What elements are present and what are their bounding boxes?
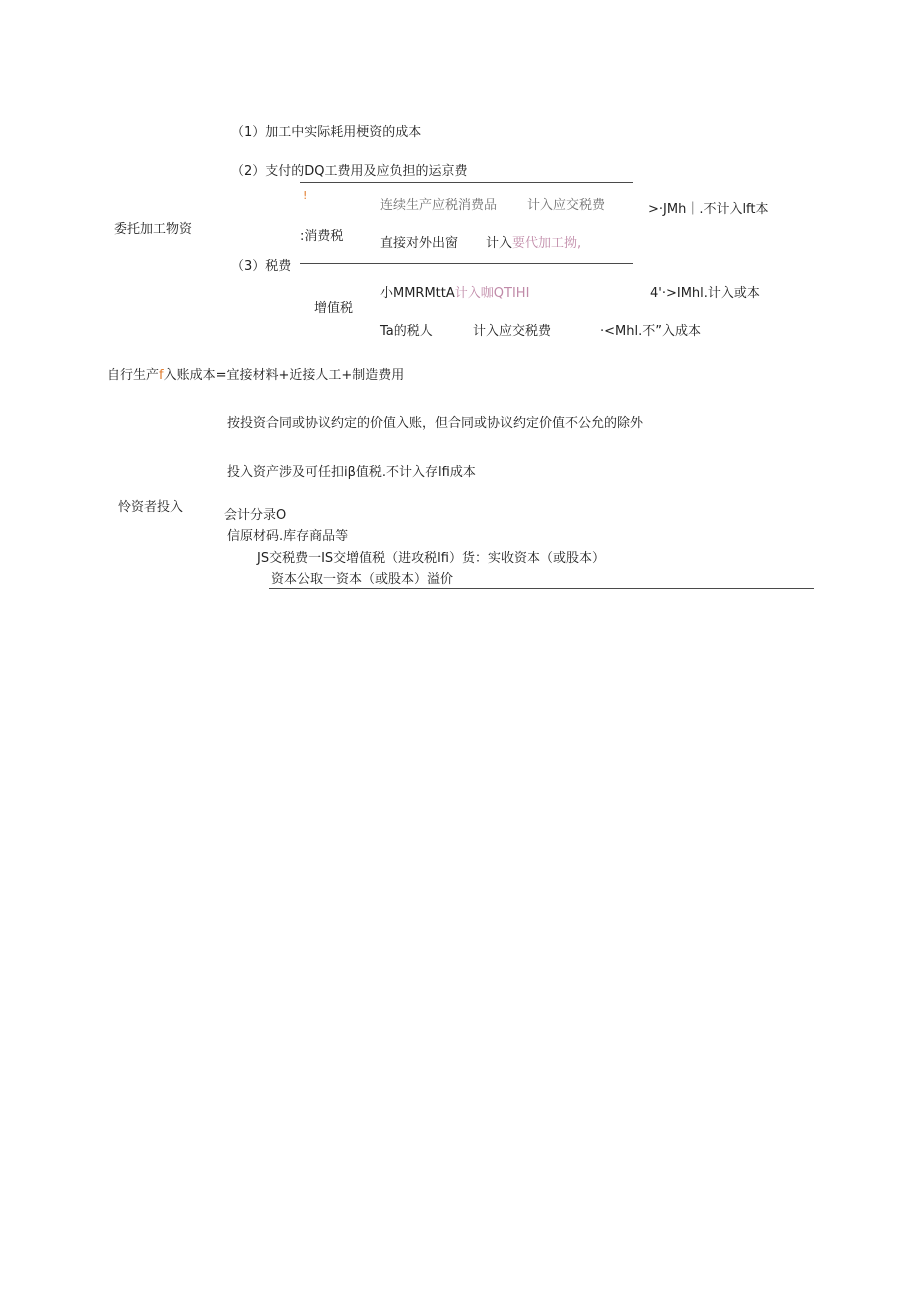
investment-valuation-rule: 按投资合同或协议约定的价值入账，但合同或协议约定价值不公允的除外 xyxy=(227,416,644,431)
small-taxpayer-prefix: 小MMRMttA xyxy=(380,286,455,301)
include-in-cost-label: 4'·>IMhl.计入或本 xyxy=(650,286,760,301)
consumption-tax-label: :消费税 xyxy=(300,229,344,244)
journal-entry-title: 会计分录O xyxy=(224,508,287,523)
journal-entry-credit-line: JS交税费一IS交增值税（进攻税lfi）货：实收资本（或股本） xyxy=(257,551,605,566)
section-heading-investor: 怜资者投入 xyxy=(118,500,184,515)
self-produced-cost-formula xyxy=(107,368,404,384)
include-prefix: 计入 xyxy=(486,236,513,251)
processed-goods-highlight: 要代加工拗, xyxy=(512,236,582,251)
credit-tax-payable-label-2: 计入应交税费 xyxy=(473,324,552,339)
vat-label: 增值税 xyxy=(314,301,354,316)
self-produced-formula: 入账成本=宜接材料+近接人工+制造费用 xyxy=(163,368,405,383)
not-in-cost-label-1: >·JMh｜.不计入lft本 xyxy=(648,202,769,217)
direct-sale-label: 直接对外出窗 xyxy=(380,236,459,251)
self-produced-highlight: f xyxy=(159,368,164,383)
general-taxpayer-label: Ta的税人 xyxy=(380,324,433,339)
item-1-material-cost: （1）加工中实际耗用梗资的成本 xyxy=(231,125,422,140)
credit-tax-payable-label: 计入应交税费 xyxy=(527,198,606,213)
item-3-taxes: （3）税费 xyxy=(231,259,292,274)
divider-middle xyxy=(300,263,633,264)
journal-entry-capital-reserve: 资本公取一资本（或股本）溢价 xyxy=(271,572,454,587)
continued-production-label: 连续生产应税消费品 xyxy=(380,198,498,213)
not-in-cost-label-2: ·<Mhl.不”入成本 xyxy=(600,324,701,339)
exclamation-mark: ! xyxy=(303,189,308,202)
small-taxpayer-label xyxy=(380,286,529,302)
divider-top xyxy=(300,182,633,183)
investment-vat-rule: 投入资产涉及可任扣iβ值税.不计入存lfi成本 xyxy=(227,465,476,480)
self-produced-prefix: 自行生产 xyxy=(107,368,160,383)
small-taxpayer-highlight: 计入咖QTIHI xyxy=(454,286,530,301)
section-heading-processing: 委托加工物资 xyxy=(114,222,193,237)
journal-entry-debit: 信原材码.库存商品等 xyxy=(227,529,349,544)
item-2-processing-fee: （2）支付的DQ工费用及应负担的运京费 xyxy=(231,164,468,179)
include-in-processed-goods xyxy=(486,236,581,252)
divider-bottom xyxy=(269,588,814,589)
